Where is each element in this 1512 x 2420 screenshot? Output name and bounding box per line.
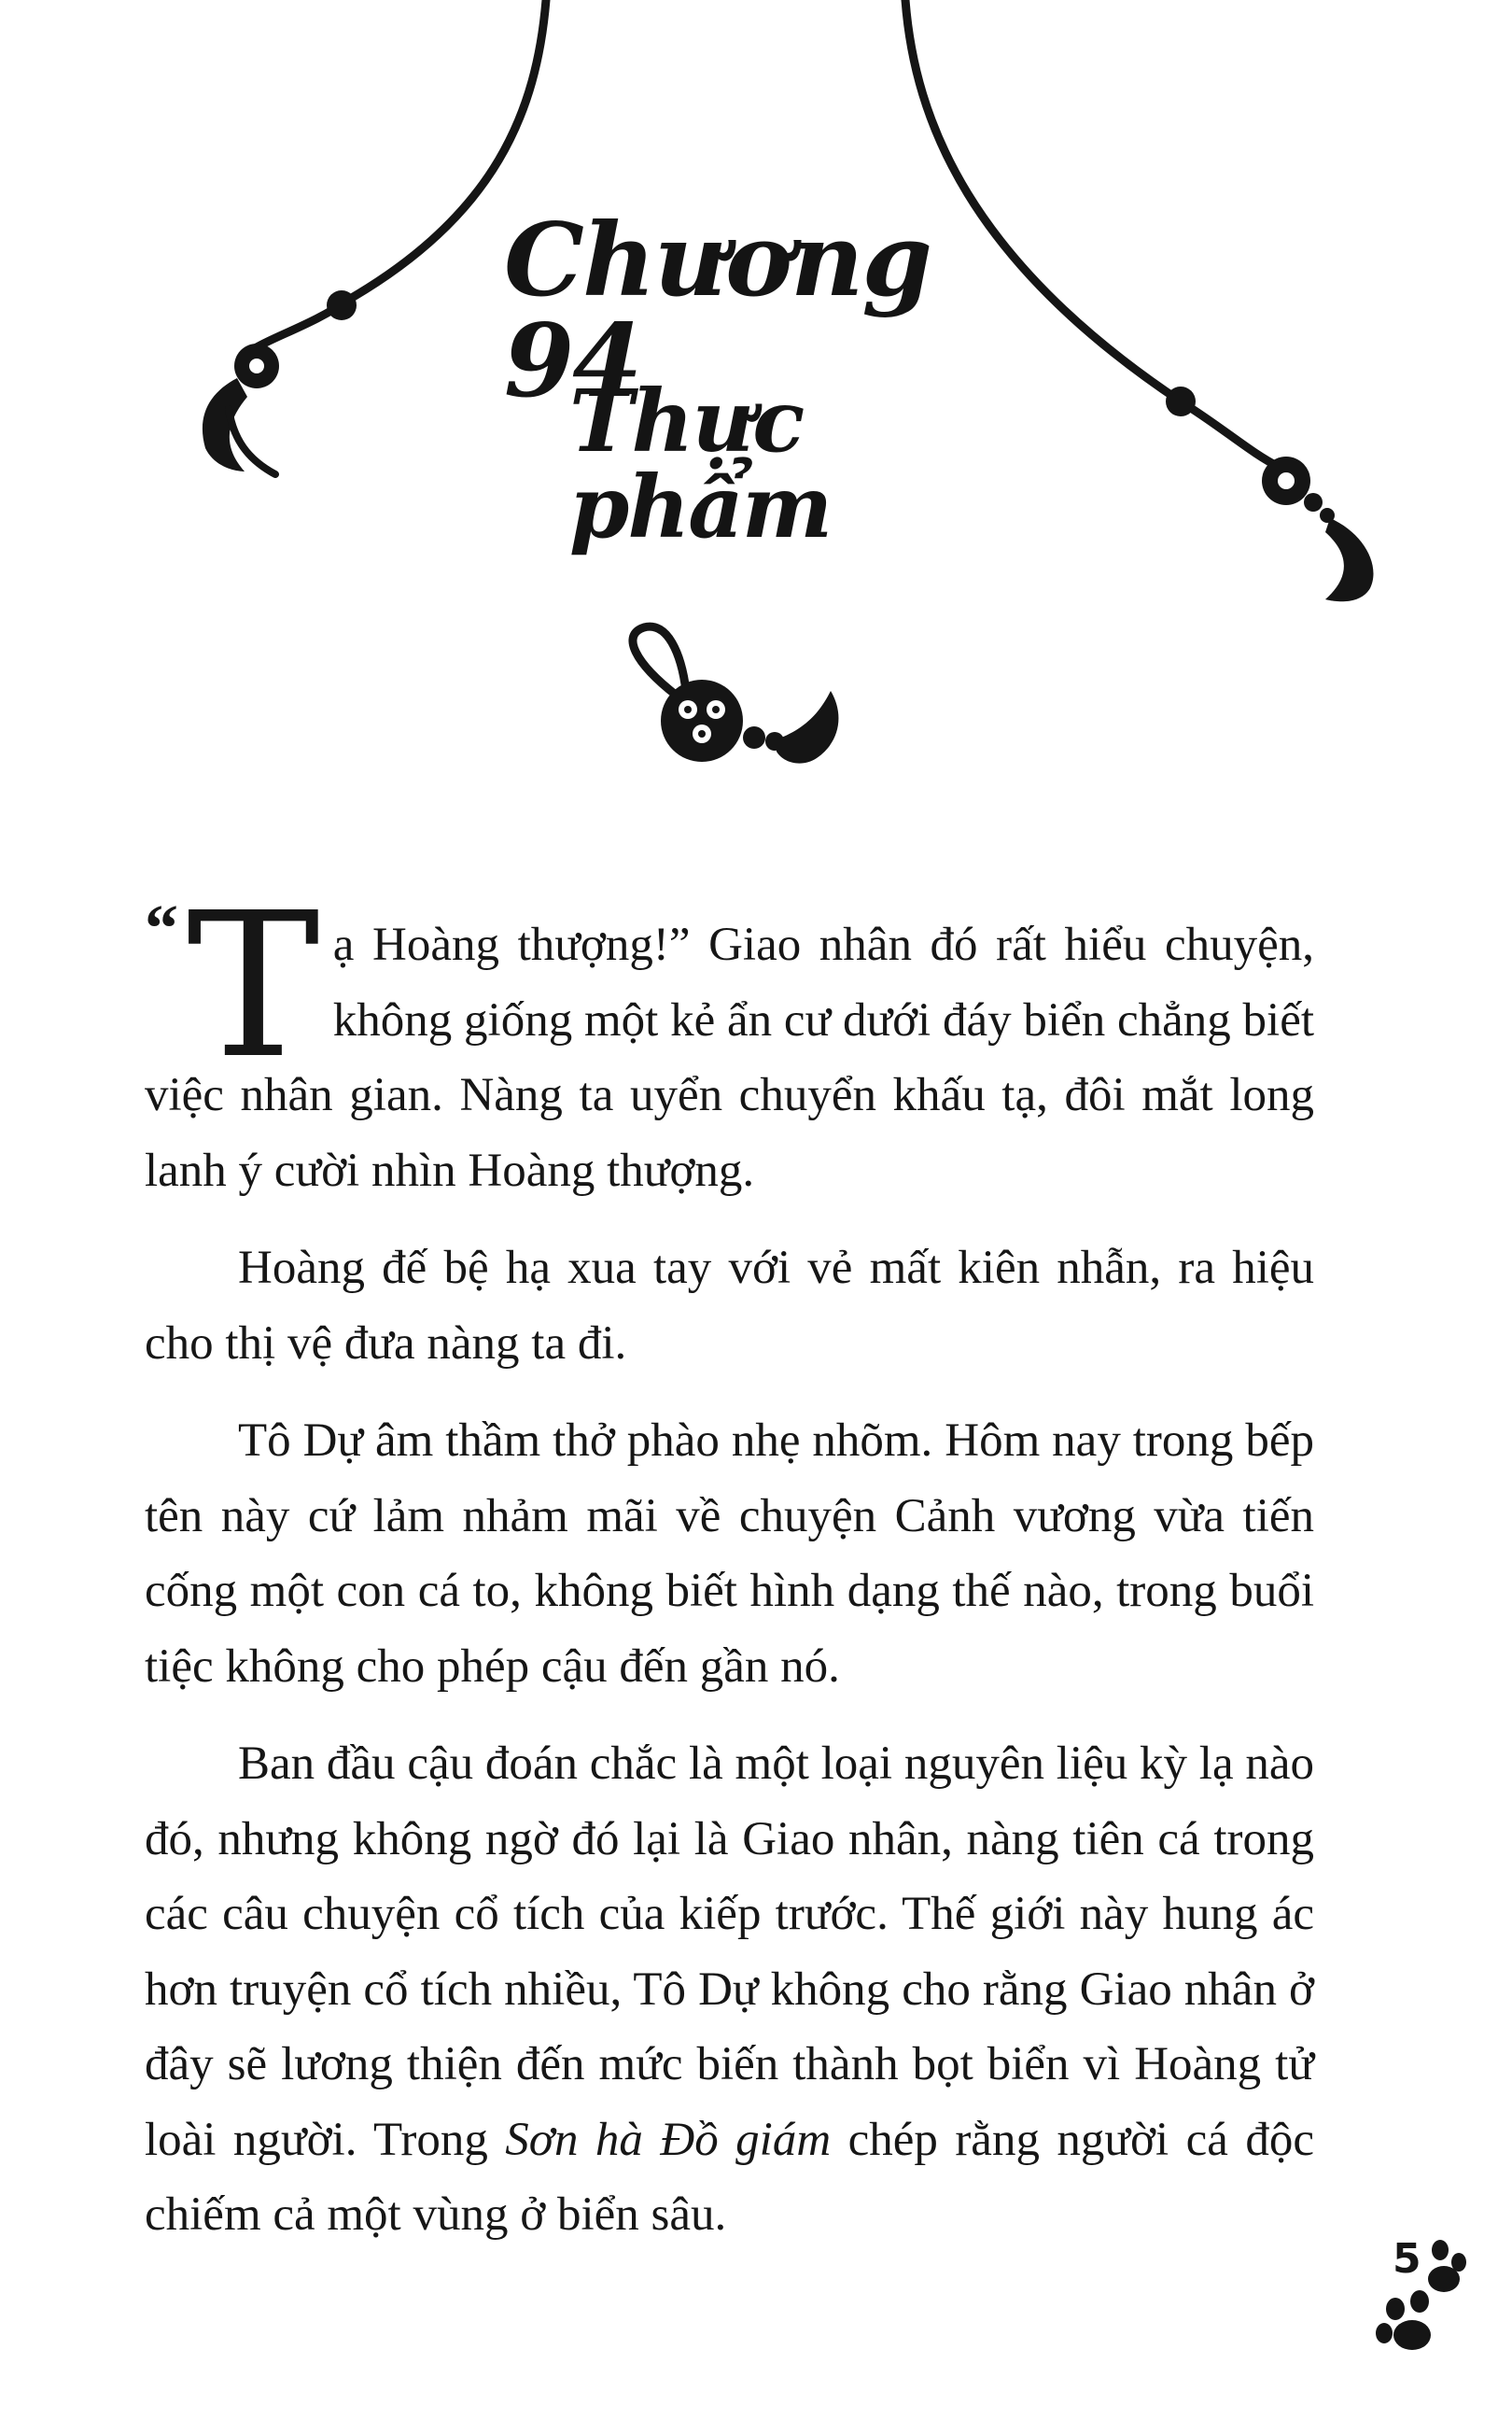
opening-quote: “ [145, 891, 178, 965]
hanging-ornament-icon [203, 0, 546, 474]
paragraph-4-end: chép rằng người cá độc chiếm cả một vùng ở biển sâu. [145, 2113, 1314, 2241]
page-number: 5 [1393, 2235, 1421, 2283]
chapter-body [145, 870, 1314, 2275]
paw-print-icon [1367, 2236, 1479, 2357]
paragraph-3: Tô Dự âm thầm thở phào nhẹ nhõm. Hôm nay trong bếp tên này cứ lảm nhảm mãi về chuyện Cảnh vương vừa tiến cống một con cá to, không biết hình dạng thế nào, trong buổi tiệc không cho phép cậu đến gần nó. [145, 1414, 1314, 1693]
paragraph-2: Hoàng đế bệ hạ xua tay với vẻ mất kiên nhẫn, ra hiệu cho thị vệ đưa nàng ta đi. [145, 1242, 1314, 1370]
tassel-ornament-icon [633, 626, 838, 764]
chapter-subtitle: Thực phẩm [569, 371, 832, 557]
paragraph-4 [145, 1726, 1314, 2253]
paragraph-1-text: ạ Hoàng thượng!” Giao nhân đó rất hiểu chuyện, không giống một kẻ ẩn cư dưới đáy biển chẳng biết việc nhân gian. Nàng ta uyển chuyển khấu tạ, đôi mắt long lanh ý cười nhìn Hoàng thượng. [145, 919, 1314, 1197]
paragraph-4-text: Ban đầu cậu đoán chắc là một loại nguyên liệu kỳ lạ nào đó, nhưng không ngờ đó lại là Giao nhân, nàng tiên cá trong các câu chuyện cổ tích của kiếp trước. Thế giới này hung ác hơn truyện cổ tích nhiều, Tô Dự không cho rằng Giao nhân ở đây sẽ lương thiện đến mức biến thành bọt biển vì Hoàng tử loài người. Trong [145, 1738, 1314, 2166]
paragraph-1 [145, 870, 1314, 1208]
drop-cap: T [187, 870, 320, 1103]
chapter-title: Chương 94 [504, 202, 931, 420]
book-title: Sơn hà Đồ giám [505, 2113, 832, 2166]
